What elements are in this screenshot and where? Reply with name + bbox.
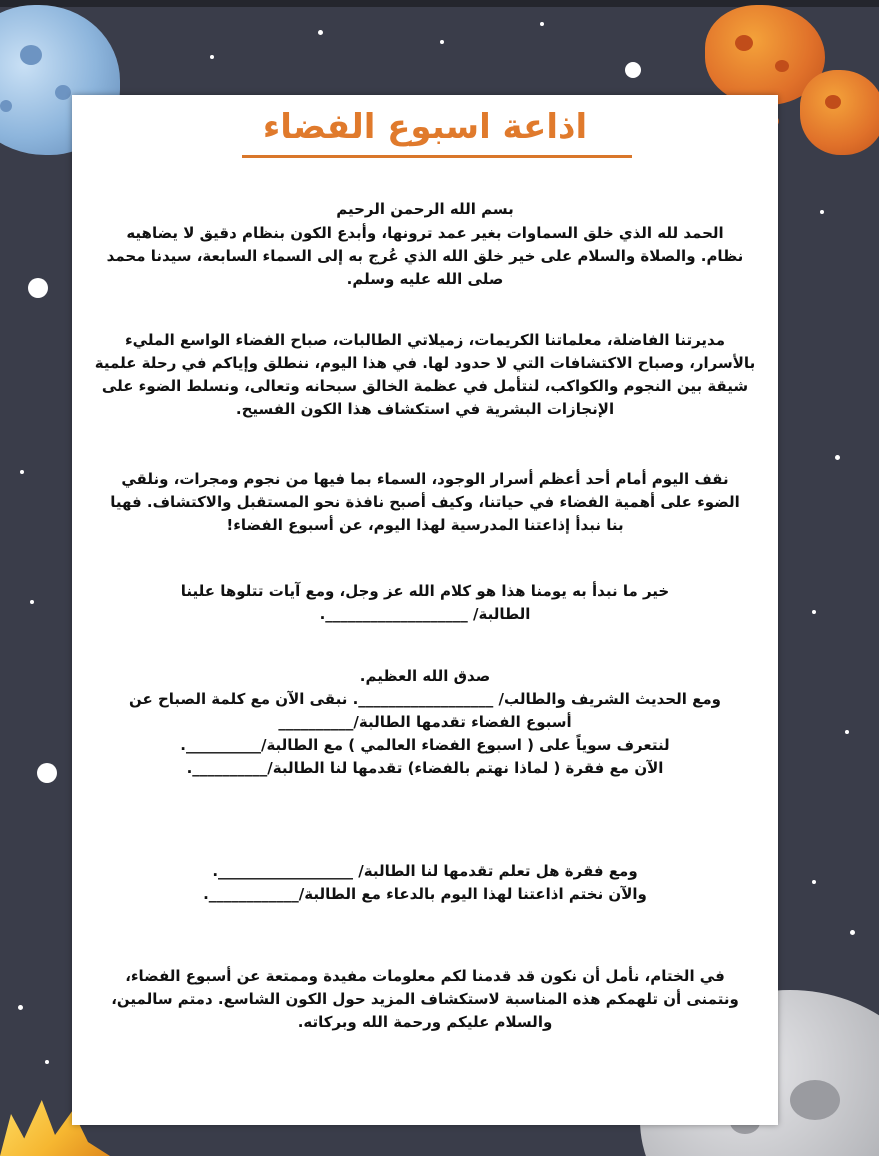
greeting-line: مديرتنا الفاضلة، معلماتنا الكريمات، زميلاتي الطالبات، صباح الفضاء الواسع المليء [124,331,726,349]
star-decoration [835,455,840,460]
crater-decoration [55,85,71,100]
star-decoration [850,930,855,935]
star-decoration [20,470,24,474]
document-title: اذاعة اسبوع الفضاء [262,107,588,147]
segments-paragraph [92,665,758,780]
conclusion-line: ونتمنى أن تلهمكم هذه المناسبة لاستكشاف المزيد حول الكون الشاسع. دمتم سالمين، [111,990,739,1008]
star-decoration [820,210,824,214]
basmala [92,198,758,221]
star-decoration [45,1060,49,1064]
conclusion-line: في الختام، نأمل أن نكون قد قدمنا لكم معلومات مفيدة وممتعة عن أسبوع الفضاء، [125,967,725,985]
crater-decoration [775,60,789,72]
greeting-line: شيقة بين النجوم والكواكب، لنتأمل في عظمة الخالق سبحانه وتعالى، ونسلط الضوء على [101,377,749,395]
greeting-paragraph [92,329,758,421]
broadcast-paper [72,95,778,1125]
greeting-line: بالأسرار، وصباح الاكتشافات التي لا حدود لها. في هذا اليوم، ننطلق وإياكم في رحلة علمية [94,354,756,372]
star-decoration [30,600,34,604]
intro-paragraph [92,222,758,291]
quran-line: الطالبة/ ___________________. [319,605,531,623]
conclusion-line: والسلام عليكم ورحمة الله وبركاته. [297,1013,553,1031]
star-decoration [812,880,816,884]
star-decoration [440,40,444,44]
intro-line: نظام. والصلاة والسلام على خير خلق الله الذي عُرج به إلى السماء السابعة، سيدنا محمد [106,247,744,265]
star-decoration [625,62,641,78]
theme-line: نقف اليوم أمام أحد أعظم أسرار الوجود، السماء بما فيها من نجوم ومجرات، ونلقي [121,470,729,488]
quran-paragraph [92,580,758,626]
theme-paragraph [92,468,758,537]
conclusion-paragraph [92,965,758,1034]
closing-segment-line: والآن نختم اذاعتنا لهذا اليوم بالدعاء مع الطالبة/____________. [203,885,647,903]
crater-decoration [0,100,12,112]
crater-decoration [790,1080,840,1120]
theme-line: الضوء على أهمية الفضاء في حياتنا، وكيف أصبح نافذة نحو المستقبل والاكتشاف. فهيا [110,493,740,511]
intro-line: صلى الله عليه وسلم. [346,270,504,288]
star-decoration [210,55,214,59]
star-decoration [18,1005,23,1010]
segment-line: ومع الحديث الشريف والطالب/ __________________. نبقى الآن مع كلمة الصباح عن [129,690,721,708]
segment-line: أسبوع الفضاء تقدمها الطالبة/__________ [278,713,572,731]
star-decoration [318,30,323,35]
quran-line: خير ما نبدأ به يومنا هذا هو كلام الله عز وجل، ومع آيات تتلوها علينا [180,582,670,600]
star-decoration [540,22,544,26]
crater-decoration [735,35,753,51]
star-decoration [28,278,48,298]
crater-decoration [825,95,841,109]
theme-line: بنا نبدأ إذاعتنا المدرسية لهذا اليوم، عن أسبوع الفضاء! [226,516,624,534]
intro-line: الحمد لله الذي خلق السماوات بغير عمد ترونها، وأبدع الكون بنظام دقيق لا يضاهيه [126,224,724,242]
title-underline [242,155,632,158]
star-decoration [37,763,57,783]
segment-line: صدق الله العظيم. [359,667,491,685]
segment-line: الآن مع فقرة ( لماذا نهتم بالفضاء) تقدمها لنا الطالبة/__________. [186,759,664,777]
basmala-line: بسم الله الرحمن الرحيم [336,200,514,218]
crater-decoration [20,45,42,65]
segment-line: لنتعرف سوياً على ( اسبوع الفضاء العالمي ) مع الطالبة/__________. [180,736,670,754]
star-decoration [812,610,816,614]
greeting-line: الإنجازات البشرية في استكشاف هذا الكون الفسيح. [235,400,615,418]
orange-asteroid-decoration [800,70,879,155]
closing-segment-line: ومع فقرة هل تعلم تقدمها لنا الطالبة/ __________________. [212,862,638,880]
star-decoration [845,730,849,734]
closing-segments-paragraph [92,860,758,906]
